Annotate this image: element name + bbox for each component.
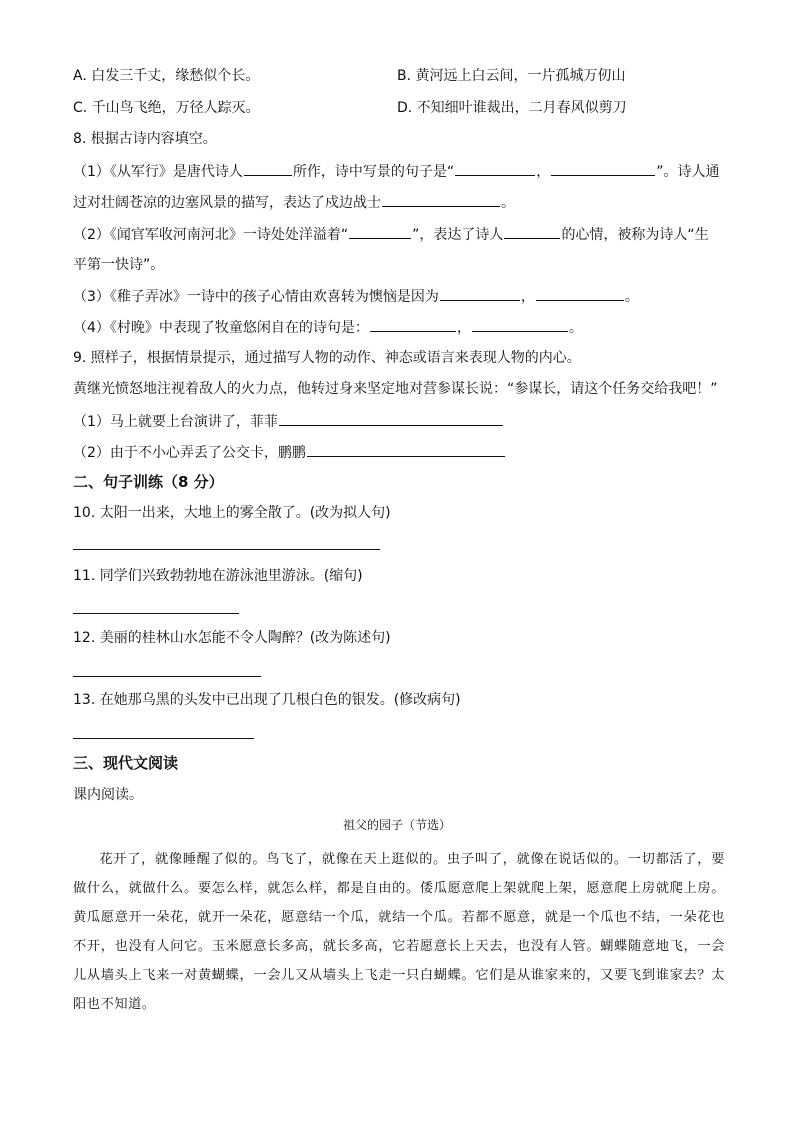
q8-p4-text-a: （4）《村晚》中表现了牧童悠闲自在的诗句是： (73, 320, 369, 336)
q8-blank-scene1[interactable] (455, 161, 535, 176)
q8-p3-text-c: 。 (624, 289, 639, 305)
q8-blank-scene2[interactable] (551, 161, 655, 176)
section2-heading: 二、句子训练（8 分） (73, 473, 224, 491)
option-c: C. 千山鸟飞绝，万径人踪灭。 (73, 100, 260, 116)
section3-heading: 三、现代文阅读 (73, 754, 179, 772)
option-a: A. 白发三千丈，缘愁似个长。 (73, 68, 260, 84)
q9-item1-text: （1）马上就要上台演讲了，菲菲 (73, 414, 278, 430)
q8-p1-text-a: （1）《从军行》是唐代诗人 (73, 164, 243, 180)
q9-item2-text: （2）由于不小心弄丢了公交卡，鹏鹏 (73, 445, 306, 461)
q8-title: 8. 根据古诗内容填空。 (73, 131, 217, 147)
q8-p2-text-b: ”，表达了诗人 (412, 227, 504, 243)
q8-part1-line1 (73, 161, 733, 182)
q12-prompt: 12. 美丽的桂林山水怎能不令人陶醉？(改为陈述句) (73, 630, 391, 646)
option-b: B. 黄河远上白云间，一片孤城万仞山 (397, 68, 626, 84)
q8-p4-text-b: ， (456, 320, 471, 336)
section3-subheading: 课内阅读。 (73, 787, 143, 803)
q10-prompt: 10. 太阳一出来，大地上的雾全散了。(改为拟人句) (73, 505, 391, 521)
q8-blank-reason1[interactable] (440, 286, 520, 301)
q8-blank-poet[interactable] (244, 161, 292, 176)
passage-body: 花开了，就像睡醒了似的。鸟飞了，就像在天上逛似的。虫子叫了，就像在说话似的。一切都活了，要做什么，就做什么。要怎么样，就怎么样，都是自由的。倭瓜愿意爬上架就爬上架，愿意爬上房就爬上房。黄瓜愿意开一朵花，就开一朵花，愿意结一个瓜，就结一个瓜。若都不愿意，就是一个瓜也不结，一朵花也不开，也没有人问它。玉米愿意长多高，就长多高，它若愿意长上天去，也没有人管。蝴蝶随意地飞，一会儿从墙头上飞来一对黄蝴蝶，一会儿又从墙头上飞走一只白蝴蝶。它们是从谁家来的，又要飞到谁家去？太阳也不知道。 (73, 852, 725, 1012)
q8-part3 (73, 286, 733, 307)
q13-prompt: 13. 在她那乌黑的头发中已出现了几根白色的银发。(修改病句) (73, 692, 461, 708)
q9-title: 9. 照样子，根据情景提示，通过描写人物的动作、神态或语言来表现人物的内心。 (73, 350, 581, 366)
q8-blank-feeling2[interactable] (504, 224, 560, 239)
q8-blank-soldiers[interactable] (382, 192, 500, 207)
q11-prompt: 11. 同学们兴致勃勃地在游泳池里游泳。(缩句) (73, 568, 363, 584)
q8-part1-line2 (73, 192, 733, 213)
passage-title: 祖父的园子（节选） (342, 818, 451, 832)
q8-p1-text-c: ， (536, 164, 551, 180)
q10-answer-line[interactable] (73, 549, 380, 550)
q8-p3-text-a: （3）《稚子弄冰》一诗中的孩子心情由欢喜转为懊恼是因为 (73, 289, 439, 305)
q8-blank-verse2[interactable] (472, 317, 568, 332)
q8-blank-reason2[interactable] (536, 286, 624, 301)
q8-blank-verse1[interactable] (370, 317, 456, 332)
q8-p1-text-b: 所作，诗中写景的句子是“ (292, 164, 455, 180)
q8-part2-line1 (73, 224, 733, 245)
q11-answer-line[interactable] (73, 613, 239, 614)
q12-answer-line[interactable] (73, 676, 261, 677)
q9-item2 (73, 442, 733, 463)
q8-p4-text-c: 。 (568, 320, 583, 336)
q8-p1-text-f: 。 (501, 195, 515, 211)
q8-part2-line2: 平第一快诗”。 (73, 257, 165, 273)
q9-blank-item2[interactable] (307, 442, 505, 457)
q8-p2-text-c: 的心情，被称为诗人“生 (561, 227, 709, 243)
q8-part4 (73, 317, 733, 338)
q8-p2-text-a: （2）《闻官军收河南河北》一诗处处洋溢着“ (73, 227, 349, 243)
q13-answer-line[interactable] (73, 738, 254, 739)
q8-p1-text-e: 过对壮阔苍凉的边塞风景的描写，表达了戍边战士 (73, 195, 381, 211)
q9-item1 (73, 411, 733, 432)
q8-p1-text-d: ”。诗人通 (656, 164, 720, 180)
q8-p3-text-b: ， (520, 289, 535, 305)
q8-blank-feeling1[interactable] (349, 224, 411, 239)
q9-example: 黄继光愤怒地注视着敌人的火力点，他转过身来坚定地对营参谋长说：“参谋长，请这个任务交给我吧！” (73, 381, 718, 397)
option-d: D. 不知细叶谁裁出，二月春风似剪刀 (397, 100, 627, 116)
q9-blank-item1[interactable] (279, 411, 503, 426)
